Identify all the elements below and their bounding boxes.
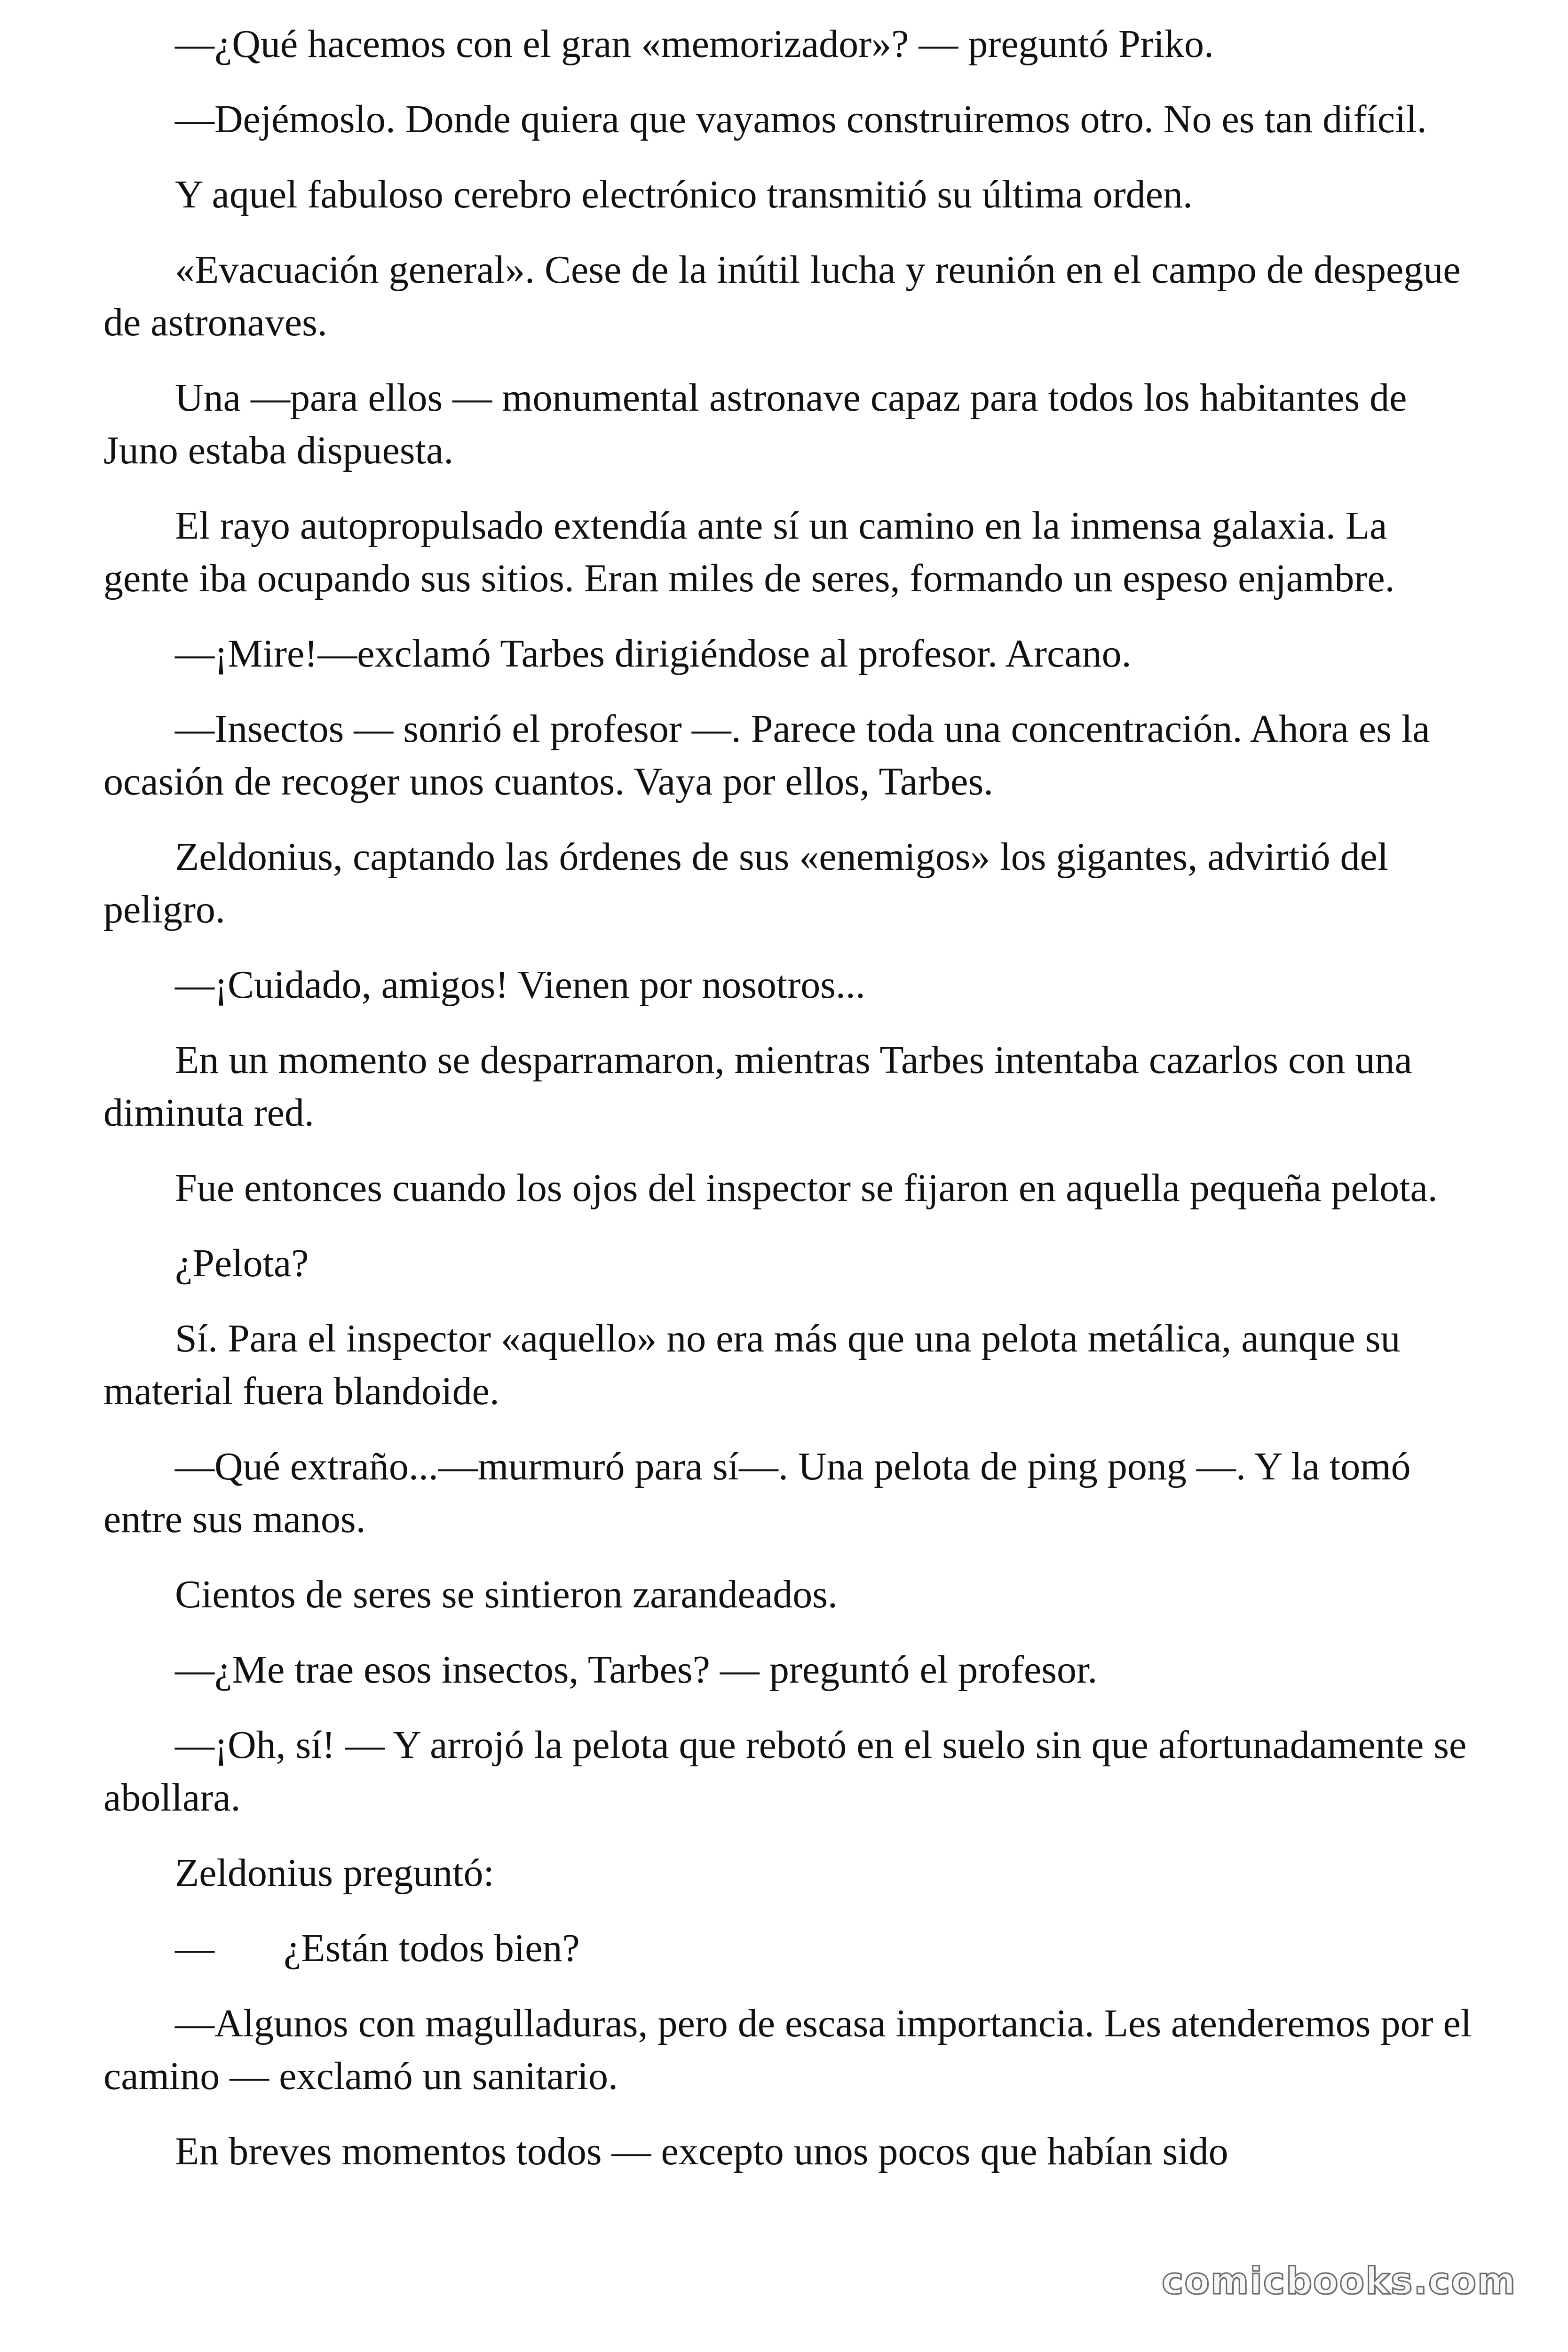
paragraph: Zeldonius preguntó:: [175, 1851, 494, 1895]
paragraph: Y aquel fabuloso cerebro electrónico transmitió su última orden.: [175, 173, 1193, 216]
paragraph: Sí. Para el inspector «aquello» no era más que una pelota metálica, aunque su material fuera blandoide.: [103, 1317, 1401, 1413]
paragraph: Cientos de seres se sintieron zarandeados.: [175, 1573, 838, 1616]
paragraph: —Algunos con magulladuras, pero de escasa importancia. Les atenderemos por el camino — exclamó un sanitario.: [103, 2002, 1472, 2098]
paragraph: —¿Me trae esos insectos, Tarbes? — preguntó el profesor.: [175, 1648, 1098, 1692]
paragraph: Fue entonces cuando los ojos del inspector se fijaron en aquella pequeña pelota.: [175, 1166, 1438, 1210]
paragraph: Una —para ellos — monumental astronave capaz para todos los habitantes de Juno estaba dispuesta.: [103, 376, 1407, 472]
page-text: [103, 18, 1477, 2201]
paragraph: En breves momentos todos — excepto unos pocos que habían sido: [175, 2130, 1228, 2173]
paragraph: —¡Mire!—exclamó Tarbes dirigiéndose al profesor. Arcano.: [175, 632, 1132, 675]
paragraph: — ¿Están todos bien?: [175, 1926, 580, 1970]
paragraph: «Evacuación general». Cese de la inútil lucha y reunión en el campo de despegue de astronaves.: [103, 248, 1461, 344]
paragraph: —Insectos — sonrió el profesor —. Parece toda una concentración. Ahora es la ocasión de recoger unos cuantos. Vaya por ellos, Tarbes.: [103, 707, 1430, 803]
paragraph: —Dejémoslo. Donde quiera que vayamos construiremos otro. No es tan difícil.: [175, 97, 1427, 141]
paragraph: En un momento se desparramaron, mientras Tarbes intentaba cazarlos con una diminuta red.: [103, 1038, 1412, 1135]
watermark-logo: comicbooks.com: [1162, 2260, 1517, 2303]
paragraph: El rayo autopropulsado extendía ante sí un camino en la inmensa galaxia. La gente iba ocupando sus sitios. Eran miles de seres, formando un espeso enjambre.: [103, 504, 1395, 600]
paragraph: —¡Cuidado, amigos! Vienen por nosotros...: [175, 963, 865, 1007]
paragraph: Zeldonius, captando las órdenes de sus «enemigos» los gigantes, advirtió del peligro.: [103, 835, 1389, 931]
paragraph: ¿Pelota?: [175, 1241, 309, 1285]
paragraph: —¿Qué hacemos con el gran «memorizador»? — preguntó Priko.: [175, 22, 1214, 66]
paragraph: —Qué extraño...—murmuró para sí—. Una pelota de ping pong —. Y la tomó entre sus manos.: [103, 1445, 1411, 1541]
paragraph: —¡Oh, sí! — Y arrojó la pelota que rebotó en el suelo sin que afortunadamente se abollara.: [103, 1723, 1467, 1820]
